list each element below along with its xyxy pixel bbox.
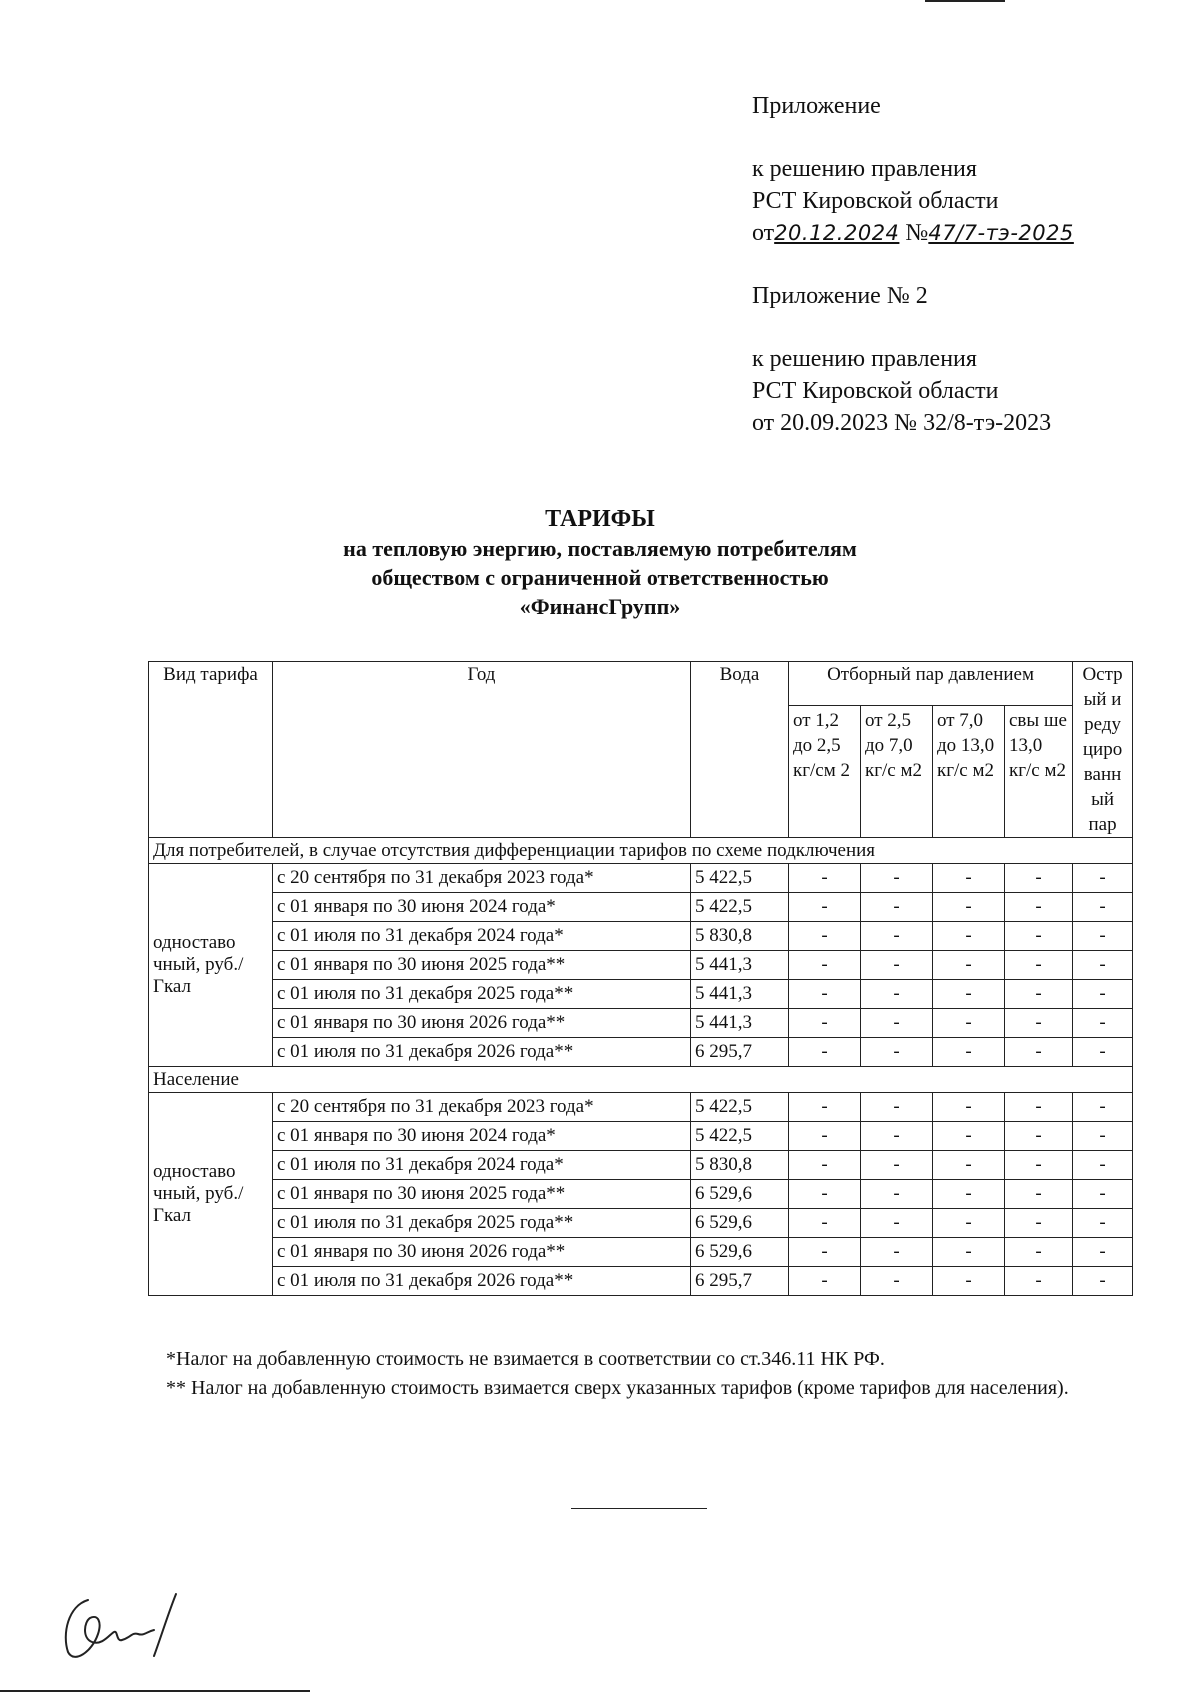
water-value: 5 422,5 — [691, 1122, 789, 1151]
document-title — [0, 505, 1200, 621]
steam-1-value: - — [789, 1180, 861, 1209]
steam-2-value: - — [861, 1093, 933, 1122]
handwritten-decision-number: 47/7-тэ-2025 — [928, 221, 1074, 245]
title-line-3: обществом с ограниченной ответственностью — [371, 565, 829, 590]
prev-decision-line-2: РСТ Кировской области — [752, 378, 999, 404]
steam-1-value: - — [789, 951, 861, 980]
closing-divider — [571, 1508, 707, 1509]
steam-3-value: - — [933, 864, 1005, 893]
header-sharp-steam: Остр ый и реду циро ванн ый пар — [1073, 662, 1133, 838]
water-value: 5 441,3 — [691, 980, 789, 1009]
steam-3-value: - — [933, 980, 1005, 1009]
decision-line-1: к решению правления — [752, 156, 977, 182]
handwritten-decision-date: 20.12.2024 — [774, 221, 900, 245]
period-cell: с 01 января по 30 июня 2026 года** — [273, 1009, 691, 1038]
period-cell: с 01 июля по 31 декабря 2025 года** — [273, 980, 691, 1009]
steam-4-value: - — [1005, 1180, 1073, 1209]
table-row — [149, 1151, 1133, 1180]
decision-line-3 — [752, 217, 1074, 249]
steam-1-value: - — [789, 1093, 861, 1122]
decision-from-label: от — [752, 220, 775, 246]
period-cell: с 01 июля по 31 декабря 2025 года** — [273, 1209, 691, 1238]
table-row — [149, 1122, 1133, 1151]
steam-4-value: - — [1005, 1238, 1073, 1267]
sharp-steam-value: - — [1073, 980, 1133, 1009]
period-cell: с 01 января по 30 июня 2025 года** — [273, 1180, 691, 1209]
sharp-steam-value: - — [1073, 864, 1133, 893]
header-steam-3: от 7,0 до 13,0 кг/с м2 — [933, 706, 1005, 838]
sharp-steam-value: - — [1073, 1209, 1133, 1238]
footnote-1: *Налог на добавленную стоимость не взимается в соответствии со ст.346.11 НК РФ. — [166, 1348, 885, 1370]
water-value: 5 441,3 — [691, 951, 789, 980]
prev-decision-line-3: от 20.09.2023 № 32/8-тэ-2023 — [752, 410, 1052, 436]
period-cell: с 01 января по 30 июня 2026 года** — [273, 1238, 691, 1267]
water-value: 5 830,8 — [691, 922, 789, 951]
steam-1-value: - — [789, 1009, 861, 1038]
header-steam-2: от 2,5 до 7,0 кг/с м2 — [861, 706, 933, 838]
header-steam-1: от 1,2 до 2,5 кг/см 2 — [789, 706, 861, 838]
period-cell: с 20 сентября по 31 декабря 2023 года* — [273, 1093, 691, 1122]
steam-3-value: - — [933, 1180, 1005, 1209]
water-value: 6 295,7 — [691, 1038, 789, 1067]
table-row — [149, 1009, 1133, 1038]
steam-4-value: - — [1005, 1151, 1073, 1180]
steam-3-value: - — [933, 1267, 1005, 1296]
header-tariff-type: Вид тарифа — [149, 662, 273, 838]
title-line-1: ТАРИФЫ — [545, 506, 655, 532]
steam-3-value: - — [933, 922, 1005, 951]
steam-1-value: - — [789, 1267, 861, 1296]
table-row — [149, 1267, 1133, 1296]
steam-2-value: - — [861, 1038, 933, 1067]
handwritten-signature — [58, 1592, 198, 1664]
steam-3-value: - — [933, 1038, 1005, 1067]
water-value: 6 529,6 — [691, 1238, 789, 1267]
water-value: 6 529,6 — [691, 1209, 789, 1238]
footnotes — [166, 1345, 1126, 1403]
period-cell: с 01 июля по 31 декабря 2024 года* — [273, 1151, 691, 1180]
steam-1-value: - — [789, 1238, 861, 1267]
steam-1-value: - — [789, 1151, 861, 1180]
sharp-steam-value: - — [1073, 893, 1133, 922]
steam-2-value: - — [861, 864, 933, 893]
tariff-type-cell: одноставо чный, руб./Гкал — [149, 864, 273, 1067]
steam-2-value: - — [861, 893, 933, 922]
steam-3-value: - — [933, 893, 1005, 922]
table-row — [149, 893, 1133, 922]
header-steam-4: свы ше 13,0 кг/с м2 — [1005, 706, 1073, 838]
appendix-title: Приложение — [752, 93, 881, 119]
steam-2-value: - — [861, 1151, 933, 1180]
steam-3-value: - — [933, 951, 1005, 980]
steam-3-value: - — [933, 1009, 1005, 1038]
steam-3-value: - — [933, 1238, 1005, 1267]
table-row — [149, 1238, 1133, 1267]
sharp-steam-value: - — [1073, 1267, 1133, 1296]
period-cell: с 01 января по 30 июня 2024 года* — [273, 1122, 691, 1151]
steam-4-value: - — [1005, 1093, 1073, 1122]
group-title-row — [149, 1067, 1133, 1093]
steam-1-value: - — [789, 1038, 861, 1067]
table-row — [149, 1209, 1133, 1238]
sharp-steam-value: - — [1073, 1151, 1133, 1180]
table-row — [149, 980, 1133, 1009]
previous-decision-reference — [752, 343, 1051, 439]
sharp-steam-value: - — [1073, 922, 1133, 951]
tariffs-table — [148, 661, 1133, 1296]
sharp-steam-value: - — [1073, 951, 1133, 980]
steam-3-value: - — [933, 1122, 1005, 1151]
steam-2-value: - — [861, 1209, 933, 1238]
top-edge-mark — [925, 0, 1005, 6]
footnote-2: ** Налог на добавленную стоимость взимается сверх указанных тарифов (кроме тарифов для населения). — [166, 1377, 1069, 1399]
steam-4-value: - — [1005, 1009, 1073, 1038]
steam-1-value: - — [789, 864, 861, 893]
steam-2-value: - — [861, 980, 933, 1009]
steam-4-value: - — [1005, 1267, 1073, 1296]
decision-line-2: РСТ Кировской области — [752, 188, 999, 214]
bottom-rule — [0, 1690, 310, 1692]
period-cell: с 01 июля по 31 декабря 2026 года** — [273, 1038, 691, 1067]
steam-1-value: - — [789, 922, 861, 951]
period-cell: с 20 сентября по 31 декабря 2023 года* — [273, 864, 691, 893]
steam-3-value: - — [933, 1209, 1005, 1238]
group-title: Население — [149, 1067, 1133, 1093]
water-value: 5 422,5 — [691, 1093, 789, 1122]
water-value: 5 422,5 — [691, 864, 789, 893]
steam-2-value: - — [861, 951, 933, 980]
table-row — [149, 864, 1133, 893]
steam-1-value: - — [789, 1122, 861, 1151]
sharp-steam-value: - — [1073, 1038, 1133, 1067]
table-row — [149, 1093, 1133, 1122]
period-cell: с 01 июля по 31 декабря 2024 года* — [273, 922, 691, 951]
steam-1-value: - — [789, 980, 861, 1009]
number-sign: № — [905, 220, 929, 246]
title-line-4: «ФинансГрупп» — [519, 594, 681, 619]
steam-4-value: - — [1005, 1209, 1073, 1238]
water-value: 5 830,8 — [691, 1151, 789, 1180]
steam-2-value: - — [861, 1267, 933, 1296]
steam-4-value: - — [1005, 864, 1073, 893]
group-title-row — [149, 838, 1133, 864]
sharp-steam-value: - — [1073, 1093, 1133, 1122]
steam-4-value: - — [1005, 1038, 1073, 1067]
water-value: 5 422,5 — [691, 893, 789, 922]
steam-2-value: - — [861, 922, 933, 951]
table-row — [149, 951, 1133, 980]
group-title: Для потребителей, в случае отсутствия дифференциации тарифов по схеме подключения — [149, 838, 1133, 864]
steam-1-value: - — [789, 893, 861, 922]
table-row — [149, 1180, 1133, 1209]
tariff-type-cell: одноставо чный, руб./Гкал — [149, 1093, 273, 1296]
steam-4-value: - — [1005, 951, 1073, 980]
steam-4-value: - — [1005, 1122, 1073, 1151]
appendix-header — [752, 90, 881, 122]
steam-2-value: - — [861, 1238, 933, 1267]
steam-4-value: - — [1005, 980, 1073, 1009]
steam-3-value: - — [933, 1151, 1005, 1180]
prev-decision-line-1: к решению правления — [752, 346, 977, 372]
table-header-row — [149, 662, 1133, 706]
period-cell: с 01 января по 30 июня 2024 года* — [273, 893, 691, 922]
sharp-steam-value: - — [1073, 1238, 1133, 1267]
steam-2-value: - — [861, 1009, 933, 1038]
water-value: 6 295,7 — [691, 1267, 789, 1296]
steam-3-value: - — [933, 1093, 1005, 1122]
water-value: 5 441,3 — [691, 1009, 789, 1038]
period-cell: с 01 июля по 31 декабря 2026 года** — [273, 1267, 691, 1296]
header-water: Вода — [691, 662, 789, 838]
header-steam-group: Отборный пар давлением — [789, 662, 1073, 706]
steam-2-value: - — [861, 1180, 933, 1209]
table-row — [149, 1038, 1133, 1067]
steam-4-value: - — [1005, 922, 1073, 951]
appendix-2-header — [752, 280, 928, 312]
steam-4-value: - — [1005, 893, 1073, 922]
steam-2-value: - — [861, 1122, 933, 1151]
sharp-steam-value: - — [1073, 1122, 1133, 1151]
period-cell: с 01 января по 30 июня 2025 года** — [273, 951, 691, 980]
steam-1-value: - — [789, 1209, 861, 1238]
header-year: Год — [273, 662, 691, 838]
sharp-steam-value: - — [1073, 1009, 1133, 1038]
water-value: 6 529,6 — [691, 1180, 789, 1209]
title-line-2: на тепловую энергию, поставляемую потребителям — [343, 536, 857, 561]
appendix-2-title: Приложение № 2 — [752, 283, 928, 309]
decision-reference — [752, 153, 1074, 249]
table-row — [149, 922, 1133, 951]
sharp-steam-value: - — [1073, 1180, 1133, 1209]
